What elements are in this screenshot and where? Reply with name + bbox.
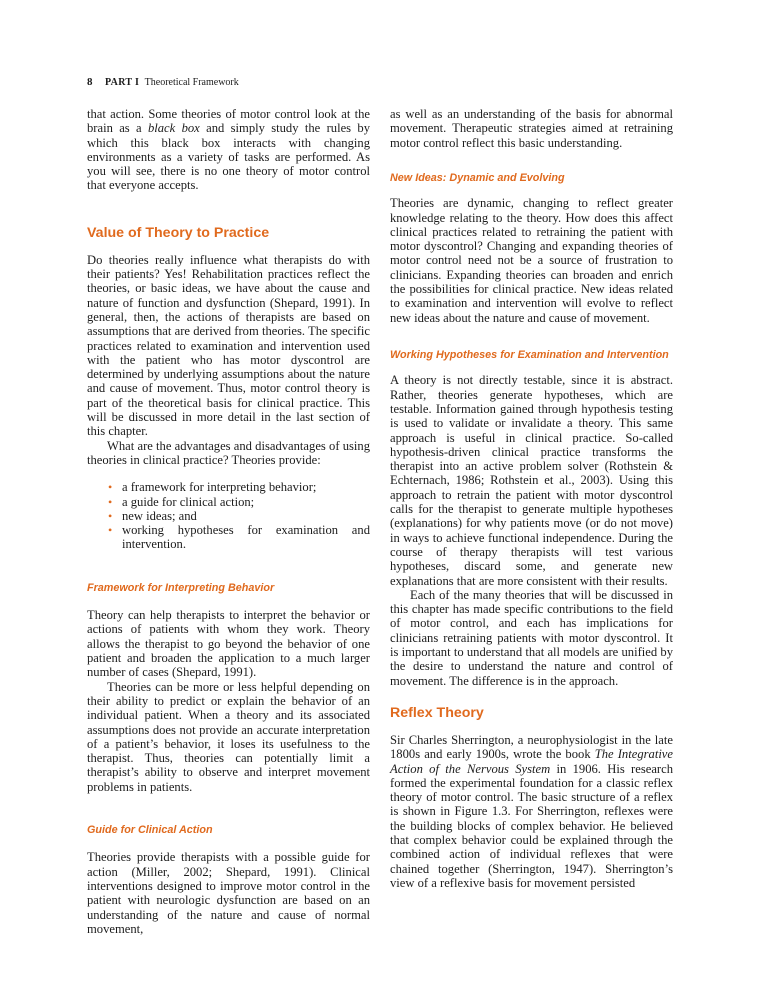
section-heading-reflex-theory: Reflex Theory: [390, 704, 484, 721]
theory-benefits-list: [87, 480, 370, 551]
reflex-paragraph: Sir Charles Sherrington, a neurophysiologist in the late 1800s and early 1900s, wrote the book The Integrative Action of the Nervous System in 1906. His research formed the experimental foundation for a classic reflex theory of motor control. The basic structure of a reflex is shown in Figure 1.3. For Sherrington, reflexes were the building blocks of complex behavior. He believed that complex behavior could be explained through the combined action of individual reflexes that were chained together (Sherrington, 1947). Sherrington’s view of a reflexive basis for movement persisted: [390, 732, 673, 890]
bullet-icon: •: [108, 480, 113, 495]
list-item: • a framework for interpreting behavior;: [108, 480, 317, 495]
bullet-icon: •: [108, 523, 113, 538]
section-heading-value-of-theory: Value of Theory to Practice: [87, 224, 270, 241]
guide-paragraph-1: Theories provide therapists with a possible guide for action (Miller, 2002; Shepard, 1991). Clinical interventions designed to improve motor control in the patient with neurologic dysfunction are based on an understanding of the nature and cause of normal movement,: [87, 850, 370, 936]
running-header: [87, 76, 239, 88]
framework-paragraph-2: Theories can be more or less helpful depending on their ability to predict or explain the behavior of an individual patient. When a theory and its associated assumptions does not provide an accurate interpretation of a patient’s behavior, it loses its usefulness to the therapist. Thus, theories can potentially limit a therapist’s ability to observe and interpret movement problems in patients.: [87, 679, 370, 794]
subheading-guide: Guide for Clinical Action: [87, 823, 213, 836]
emphasis-black-box: black box: [147, 121, 200, 136]
right-column: [390, 107, 673, 890]
subheading-working-hypotheses: Working Hypotheses for Examination and Intervention: [390, 348, 669, 361]
book-title-emphasis: The Integrative Action of the Nervous System: [390, 747, 673, 776]
page-number: 8: [87, 76, 93, 88]
value-paragraph-2: What are the advantages and disadvantages of using theories in clinical practice? Theories provide:: [87, 438, 370, 467]
part-title: Theoretical Framework: [144, 77, 239, 88]
part-label: PART I: [105, 77, 140, 88]
list-item: • new ideas; and: [108, 508, 197, 523]
bullet-icon: •: [108, 508, 113, 523]
left-column: [87, 107, 370, 936]
bullet-icon: •: [108, 494, 113, 509]
subheading-framework: Framework for Interpreting Behavior: [87, 581, 275, 594]
intro-paragraph: that action. Some theories of motor control look at the brain as a black box and simply study the rules by which this black box interacts with changing environments as a variety of tasks are performed. As you will see, there is no one theory of motor control that everyone accepts.: [87, 107, 370, 193]
new-ideas-paragraph: Theories are dynamic, changing to reflect greater knowledge relating to the theory. How does this affect clinical practices related to retraining the patient with motor dyscontrol? Changing and expanding theories of motor control need not be a source of frustration to clinicians. Expanding theories can broaden and enrich the possibilities for clinical practice. New ideas related to examination and intervention will evolve to reflect new ideas about the nature and cause of movement.: [390, 196, 673, 325]
working-paragraph-1: A theory is not directly testable, since it is abstract. Rather, theories generate hypotheses, which are testable. Information gained through hypothesis testing is used to validate or invalidate a theory. This same approach is useful in clinical practice. So-called hypothesis-driven clinical practice transforms the therapist into an active problem solver (Rothstein & Echternach, 1986; Rothstein et al., 2003). Using this approach to retrain the patient with motor dyscontrol calls for the therapist to generate multiple hypotheses (explanations) for why patients move (or do not move) in ways to achieve functional independence. During the course of therapy therapists will test various hypotheses, discard some, and generate new explanations that are more consistent with their results.: [390, 373, 673, 588]
list-item: • a guide for clinical action;: [108, 494, 255, 509]
list-item: • working hypotheses for examination and intervention.: [108, 523, 370, 552]
continued-paragraph: as well as an understanding of the basis for abnormal movement. Therapeutic strategies aimed at retraining motor control reflect this basic understanding.: [390, 107, 673, 150]
subheading-new-ideas: New Ideas: Dynamic and Evolving: [390, 171, 565, 184]
value-paragraph-1: Do theories really influence what therapists do with their patients? Yes! Rehabilitation practices reflect the theories, or basic ideas, we have about the cause and nature of function and dysfunction (Shepard, 1991). In general, then, the actions of therapists are based on assumptions that are derived from theories. The specific practices related to examination and intervention used with the patient who has motor dyscontrol are determined by underlying assumptions about the nature and cause of movement. Thus, motor control theory is part of the theoretical basis for clinical practice. This will be discussed in more detail in the last section of this chapter.: [87, 252, 370, 439]
framework-paragraph-1: Theory can help therapists to interpret the behavior or actions of patients with whom they work. Theory allows the therapist to go beyond the behavior of one patient and broaden the application to a much larger number of cases (Shepard, 1991).: [87, 608, 370, 680]
working-paragraph-2: Each of the many theories that will be discussed in this chapter has made specific contributions to the field of motor control, and each has implications for clinicians retraining patients with motor dyscontrol. It is important to understand that all models are unified by the desire to understand the nature and control of movement. The difference is in the approach.: [390, 587, 673, 688]
